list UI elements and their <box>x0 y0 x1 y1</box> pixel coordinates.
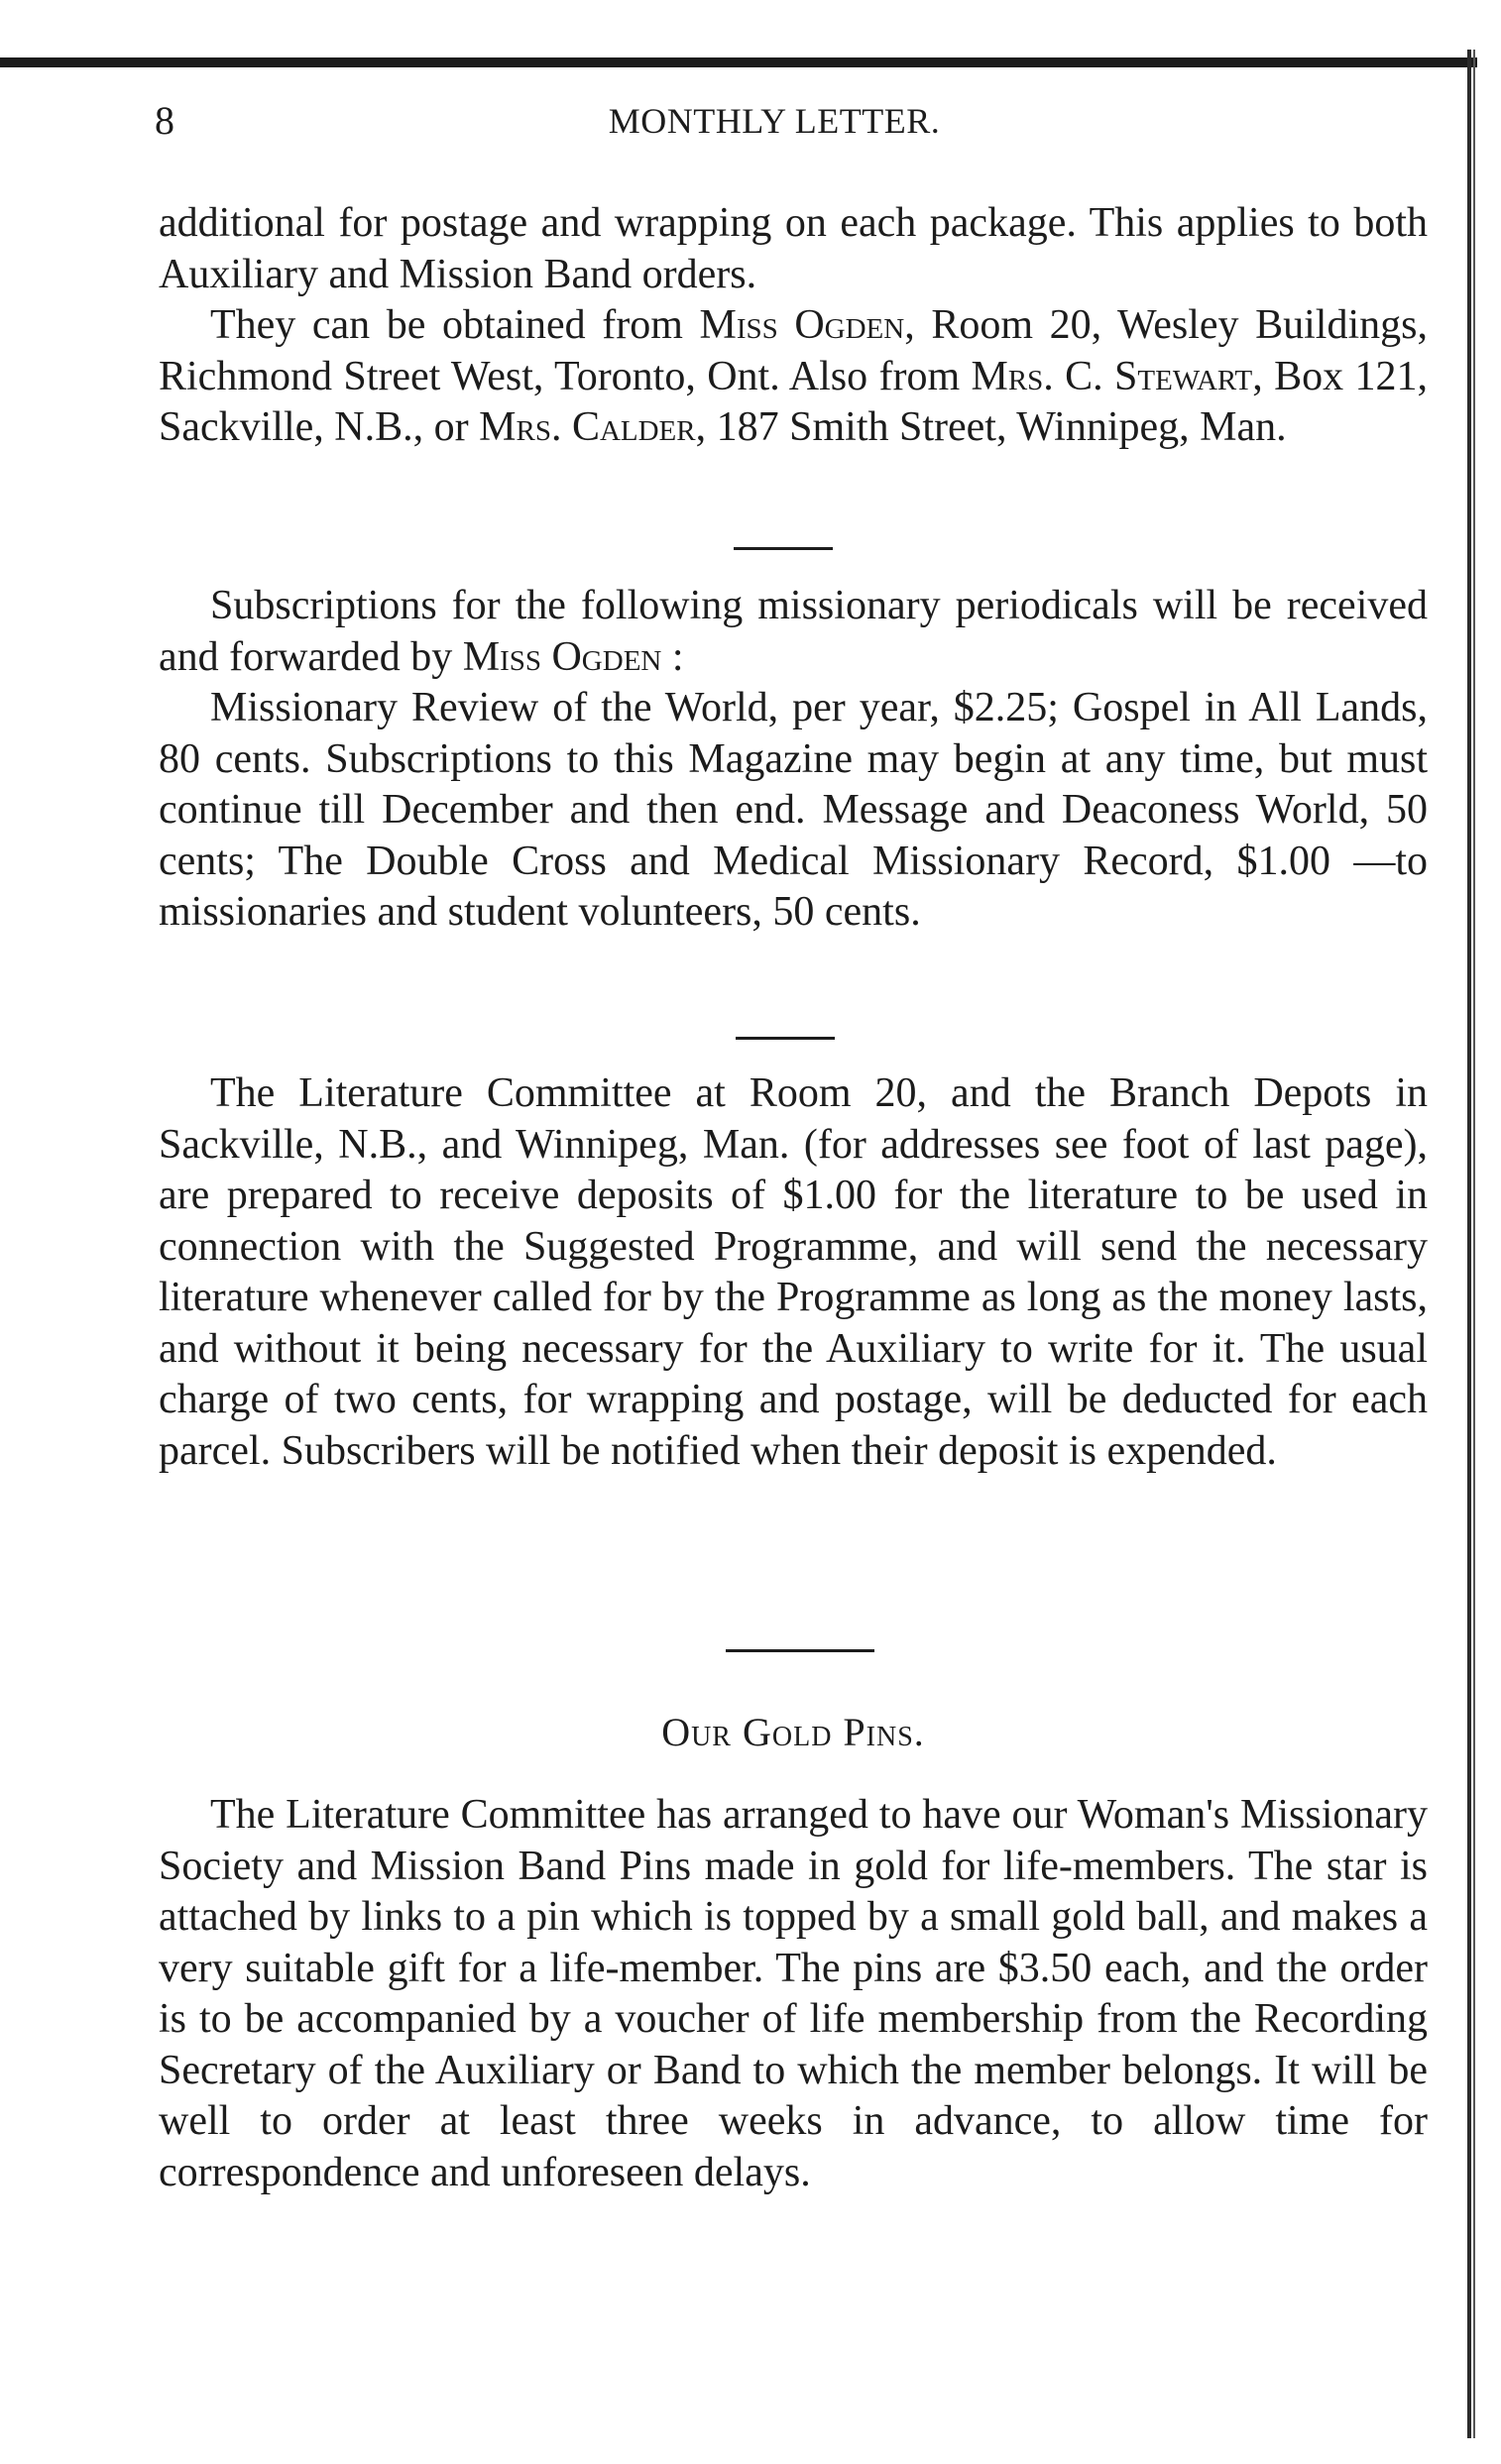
person-name: Mrs. Calder <box>479 404 696 450</box>
text-run: : <box>661 633 684 680</box>
text-run: Subscriptions for the following missionary periodicals will be received and forwarded by <box>159 583 1428 680</box>
text-run: , Box 121, Sackville, N.B., or <box>159 353 1428 450</box>
order-addresses-paragraph <box>159 300 1428 454</box>
text-run: , Room 20, Wesley Buildings, Richmond Street West, Toronto, Ont. Also from <box>159 302 1428 399</box>
page-edge-border <box>1467 50 1477 2438</box>
literature-deposits-paragraph: The Literature Committee at Room 20, and the Branch Depots in Sackville, N.B., and Winnipeg, Man. (for addresses see foot of last page), are prepared to receive deposits of $1.00 for the literature to be used in connection with the Suggested Programme, and will send the necessary literature whenever called for by the Programme as long as the money lasts, and without it being necessary for the Auxiliary to write for it. The usual charge of two cents, for wrapping and postage, will be deducted for each parcel. Subscribers will be notified when their deposit is expended. <box>159 1070 1428 1474</box>
section-divider <box>736 1037 835 1040</box>
periodicals-list-paragraph: Missionary Review of the World, per year, $2.25; Gospel in All Lands, 80 cents. Subscriptions to this Magazine may begin at any time, but must continue till December and then end. Message and Deaconess World, 50 cents; The Double Cross and Medical Missionary Record, $1.00 —to missionaries and student volunteers, 50 cents. <box>159 685 1428 935</box>
gold-pins-block <box>159 1790 1428 2198</box>
running-title: MONTHLY LETTER. <box>608 101 941 141</box>
page-number: 8 <box>155 98 174 143</box>
subscriptions-intro-paragraph <box>159 581 1428 683</box>
text-run: , 187 Smith Street, Winnipeg, Man. <box>695 404 1287 450</box>
person-name: Miss Ogden <box>699 302 905 348</box>
gold-pins-paragraph: The Literature Committee has arranged to have our Woman's Missionary Society and Mission Band Pins made in gold for life-members. The star is attached by links to a pin which is topped by a small gold ball, and makes a very suitable gift for a life-member. The pins are $3.50 each, and the order is to be accompanied by a voucher of life membership from the Recording Secretary of the Auxiliary or Band to which the member belongs. It will be well to order at least three weeks in advance, to allow time for correspondence and unforeseen delays. <box>159 1792 1428 2195</box>
page-header <box>155 91 1424 151</box>
postage-orders-block <box>159 198 1428 454</box>
continued-paragraph: additional for postage and wrapping on each package. This applies to both Auxiliary and Mission Band orders. <box>159 200 1428 297</box>
person-name: Miss Ogden <box>462 633 662 680</box>
person-name: Mrs. C. Stewart <box>971 353 1253 399</box>
section-heading: Our Gold Pins. <box>661 1710 925 1754</box>
top-border-rule <box>0 57 1477 67</box>
text-run: They can be obtained from <box>210 302 700 348</box>
section-divider <box>726 1649 874 1652</box>
subscriptions-block <box>159 581 1428 939</box>
literature-deposits-block <box>159 1068 1428 1477</box>
section-divider <box>734 547 833 550</box>
